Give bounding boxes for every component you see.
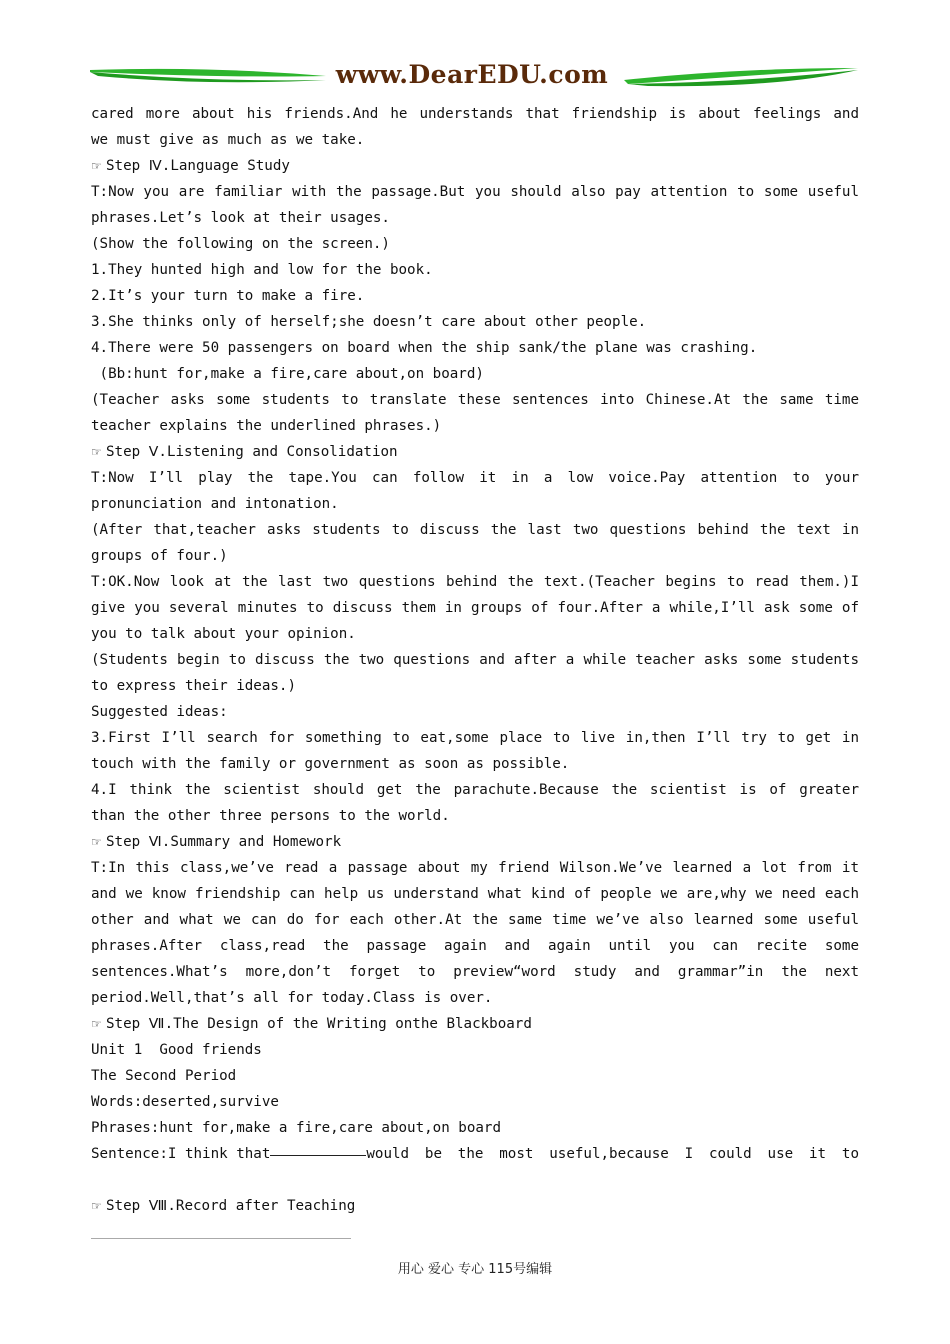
step-heading-text: Step Ⅶ.The Design of the Writing onthe Blackboard <box>106 1016 532 1032</box>
text-line: (Students begin to discuss the two questions and after a while teacher asks some students <box>91 652 859 668</box>
text-line: pronunciation and intonation. <box>91 496 339 512</box>
text-line: give you several minutes to discuss them in groups of four.After a while,I’ll ask some of <box>91 600 859 616</box>
text-line: groups of four.) <box>91 548 228 564</box>
text-line: phrases.After class,read the passage again and again until you can recite some <box>91 938 859 954</box>
text-line: Phrases:hunt for,make a fire,care about,on board <box>91 1120 501 1136</box>
sentence-text: would be the most useful,because I could use it to <box>366 1146 859 1162</box>
text-line: sentences.What’s more,don’t forget to preview“word study and grammar”in the next <box>91 964 859 980</box>
document-body <box>91 101 859 1219</box>
pointing-hand-icon: ☞ <box>91 835 102 849</box>
text-line: 4.There were 50 passengers on board when the ship sank/the plane was crashing. <box>91 340 758 356</box>
text-line: (Bb:hunt for,make a fire,care about,on board) <box>91 366 484 382</box>
step-heading-text: Step Ⅴ.Listening and Consolidation <box>106 444 398 460</box>
text-line: T:Now I’ll play the tape.You can follow it in a low voice.Pay attention to your <box>91 470 859 486</box>
sentence-text: Sentence:I think that <box>91 1146 271 1162</box>
text-line: 1.They hunted high and low for the book. <box>91 262 433 278</box>
text-line: touch with the family or government as soon as possible. <box>91 756 570 772</box>
text-line: (Teacher asks some students to translate these sentences into Chinese.At the same time <box>91 392 859 408</box>
text-line: teacher explains the underlined phrases.) <box>91 418 442 434</box>
text-line: than the other three persons to the world. <box>91 808 450 824</box>
text-line: T:Now you are familiar with the passage.But you should also pay attention to some useful <box>91 184 859 200</box>
step-heading <box>91 829 859 855</box>
pointing-hand-icon: ☞ <box>91 445 102 459</box>
sentence-line <box>91 1141 859 1167</box>
text-line: 3.First I’ll search for something to eat,some place to live in,then I’ll try to get in <box>91 730 859 746</box>
text-line: cared more about his friends.And he understands that friendship is about feelings and <box>91 106 859 122</box>
text-line: The Second Period <box>91 1068 237 1084</box>
sentence-line <box>91 1167 859 1193</box>
text-line: and we know friendship can help us understand what kind of people we are,why we need each <box>91 886 859 902</box>
pointing-hand-icon: ☞ <box>91 159 102 173</box>
step-heading-text: Step Ⅷ.Record after Teaching <box>106 1198 356 1214</box>
pointing-hand-icon: ☞ <box>91 1199 102 1213</box>
step-heading-text: Step Ⅳ.Language Study <box>106 158 290 174</box>
text-line: you to talk about your opinion. <box>91 626 356 642</box>
text-line: Suggested ideas: <box>91 704 228 720</box>
step-heading <box>91 1011 859 1037</box>
text-line: Unit 1 Good friends <box>91 1042 262 1058</box>
step-heading <box>91 153 859 179</box>
text-line: T:In this class,we’ve read a passage about my friend Wilson.We’ve learned a lot from it <box>91 860 859 876</box>
text-line: 2.It’s your turn to make a fire. <box>91 288 365 304</box>
text-line: (After that,teacher asks students to discuss the last two questions behind the text in <box>91 522 859 538</box>
site-header <box>88 60 862 100</box>
step-heading-text: Step Ⅵ.Summary and Homework <box>106 834 342 850</box>
text-line: other and what we can do for each other.At the same time we’ve also learned some useful <box>91 912 859 928</box>
text-line: (Show the following on the screen.) <box>91 236 390 252</box>
step-heading <box>91 439 859 465</box>
text-line: to express their ideas.) <box>91 678 296 694</box>
footnote-divider <box>91 1238 351 1239</box>
site-name: www.DearEDU.com <box>335 60 609 89</box>
fill-blank <box>270 1141 366 1156</box>
text-line: we must give as much as we take. <box>91 132 365 148</box>
text-line: phrases.Let’s look at their usages. <box>91 210 390 226</box>
text-line: T:OK.Now look at the last two questions behind the text.(Teacher begins to read them.)I <box>91 574 859 590</box>
text-line: period.Well,that’s all for today.Class is over. <box>91 990 493 1006</box>
pointing-hand-icon: ☞ <box>91 1017 102 1031</box>
step-heading <box>91 1193 859 1219</box>
text-line: 4.I think the scientist should get the parachute.Because the scientist is of greater <box>91 782 859 798</box>
text-line: Words:deserted,survive <box>91 1094 279 1110</box>
page-footer: 用心 爱心 专心 115号编辑 <box>397 1262 553 1277</box>
text-line: 3.She thinks only of herself;she doesn’t care about other people. <box>91 314 647 330</box>
